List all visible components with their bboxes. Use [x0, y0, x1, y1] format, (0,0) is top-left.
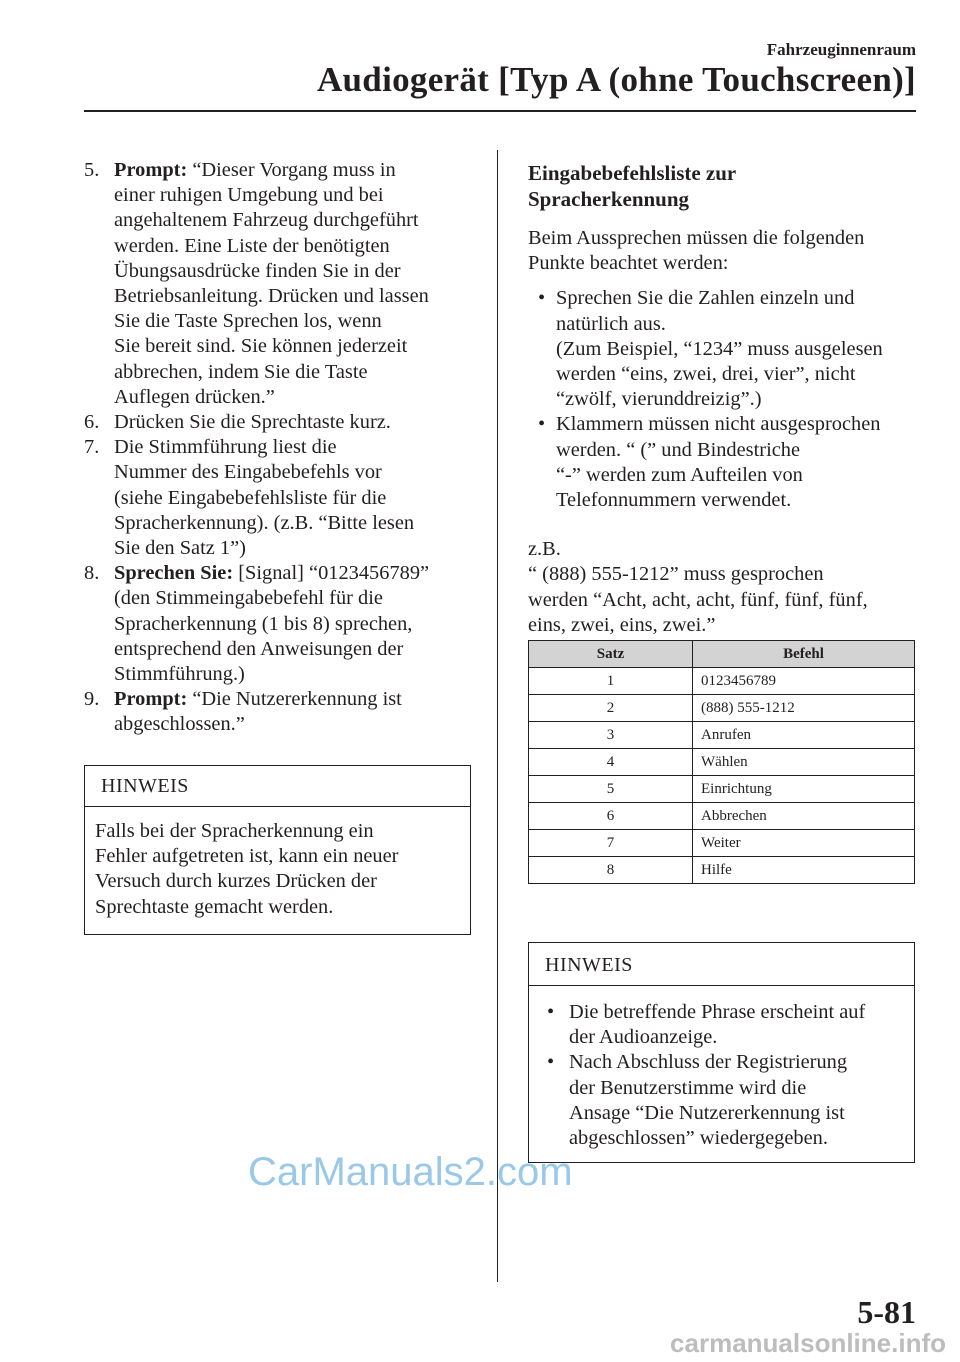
table-cell: 1 [529, 668, 693, 695]
step-text: [Signal] “0123456789” [233, 562, 430, 585]
table-row [529, 695, 915, 722]
step-text: “Die Nutzererkennung ist [187, 688, 402, 711]
step-text: abgeschlossen.” [114, 713, 245, 736]
step-number: 6. [84, 411, 100, 434]
step-text: (den Stimmeingabebefehl für die [114, 587, 383, 610]
section-heading [528, 160, 918, 212]
step-number: 7. [84, 436, 100, 459]
note-text: Fehler aufgetreten ist, kann ein neuer [95, 845, 399, 868]
note-text: Ansage “Die Nutzererkennung ist [569, 1101, 845, 1124]
note-bullet-item [529, 1000, 914, 1050]
table-cell: Wählen [693, 749, 915, 776]
column-header-satz: Satz [529, 641, 693, 668]
note-box-left [84, 765, 471, 935]
table-cell: Anrufen [693, 722, 915, 749]
command-table [528, 640, 915, 884]
example-text: z.B. [528, 538, 561, 561]
step-number: 8. [84, 562, 100, 585]
step-number: 9. [84, 688, 100, 711]
bullet-text: Sprechen Sie die Zahlen einzeln und [556, 287, 855, 310]
step-text: Übungsausdrücke finden Sie in der [114, 259, 401, 282]
table-cell: 3 [529, 722, 693, 749]
table-cell: Hilfe [693, 857, 915, 884]
table-cell: 0123456789 [693, 668, 915, 695]
table-row [529, 803, 915, 830]
example-text: eins, zwei, eins, zwei.” [528, 613, 716, 636]
table-row [529, 776, 915, 803]
note-text: der Benutzerstimme wird die [569, 1076, 807, 1099]
table-row [529, 830, 915, 857]
watermark-top: CarManuals2.com [248, 1150, 573, 1194]
table-cell: (888) 555-1212 [693, 695, 915, 722]
step-9 [84, 687, 472, 737]
step-text: Stimmführung.) [114, 663, 245, 686]
example-text: “ (888) 555-1212” muss gesprochen [528, 563, 824, 586]
bullet-text: “zwölf, vierunddreizig”.) [556, 388, 762, 411]
table-cell: Abbrechen [693, 803, 915, 830]
step-text: Die Stimmführung liest die [114, 436, 337, 459]
bullet-text: natürlich aus. [556, 312, 666, 335]
step-text: “Dieser Vorgang muss in [187, 159, 396, 181]
bullet-text: werden. “ (” und Bindestriche [556, 438, 801, 461]
table-row [529, 668, 915, 695]
step-text: Betriebsanleitung. Drücken und lassen [114, 285, 429, 308]
header-rule [84, 110, 916, 112]
intro-text: Punkte beachtet werden: [528, 252, 729, 275]
step-speak-label: Sprechen Sie: [114, 562, 234, 585]
bullet-item [536, 412, 918, 513]
step-text: Nummer des Eingabebefehls vor [114, 461, 382, 484]
bullet-dot: • [538, 413, 546, 436]
note-text: Sprechtaste gemacht werden. [95, 895, 334, 918]
step-text: (siehe Eingabebefehlsliste für die [114, 486, 387, 509]
bullet-text: werden “eins, zwei, drei, vier”, nicht [556, 363, 856, 386]
table-cell: Weiter [693, 830, 915, 857]
example-text: werden “Acht, acht, acht, fünf, fünf, fünf, [528, 588, 868, 611]
step-prompt-label: Prompt: [114, 688, 188, 711]
bullet-dot: • [547, 1001, 555, 1023]
left-column [84, 158, 472, 738]
table-header-row [529, 641, 915, 668]
table-cell: 4 [529, 749, 693, 776]
table-cell: 8 [529, 857, 693, 884]
note-heading: HINWEIS [85, 766, 470, 807]
table-cell: Einrichtung [693, 776, 915, 803]
step-text: Spracherkennung). (z.B. “Bitte lesen [114, 511, 415, 534]
table-row [529, 749, 915, 776]
page-title: Audiogerät [Typ A (ohne Touchscreen)] [316, 60, 916, 99]
intro-text: Beim Aussprechen müssen die folgenden [528, 227, 865, 249]
note-text: Falls bei der Spracherkennung ein [95, 820, 374, 842]
note-body [85, 807, 470, 920]
step-5 [84, 158, 472, 410]
section-heading-line: Spracherkennung [528, 187, 690, 211]
step-prompt-label: Prompt: [114, 159, 188, 181]
table-row [529, 722, 915, 749]
step-text: Sie die Taste Sprechen los, wenn [114, 310, 382, 333]
note-text: Versuch durch kurzes Drücken der [95, 870, 377, 893]
note-bullet-item [529, 1050, 914, 1151]
bullet-dot: • [547, 1051, 555, 1074]
step-text: Spracherkennung (1 bis 8) sprechen, [114, 612, 413, 635]
step-6 [84, 410, 472, 435]
step-text: Sie bereit sind. Sie können jederzeit [114, 335, 408, 358]
table-cell: 2 [529, 695, 693, 722]
bullet-text: “-” werden zum Aufteilen von [556, 463, 803, 486]
page-number: 5-81 [857, 1294, 916, 1330]
step-text: Sie den Satz 1”) [114, 537, 246, 560]
note-text: abgeschlossen” wiedergegeben. [569, 1127, 828, 1150]
note-text: Nach Abschluss der Registrierung [569, 1051, 848, 1074]
table-cell: 5 [529, 776, 693, 803]
note-body [529, 986, 914, 1151]
note-box-right [528, 942, 915, 1163]
table-row [529, 857, 915, 884]
bullet-text: Telefonnummern verwendet. [556, 489, 792, 512]
bullet-text: (Zum Beispiel, “1234” muss ausgelesen [556, 337, 883, 360]
right-column [528, 160, 918, 638]
table-cell: 7 [529, 830, 693, 857]
note-text: der Audioanzeige. [569, 1026, 718, 1049]
column-divider [497, 150, 498, 1282]
step-text: Auflegen drücken.” [114, 385, 275, 408]
step-text: angehaltenem Fahrzeug durchgeführt [114, 209, 419, 232]
table-cell: 6 [529, 803, 693, 830]
step-text: abbrechen, indem Sie die Taste [114, 360, 368, 383]
step-number: 5. [84, 159, 100, 181]
bullet-item [536, 286, 918, 412]
example-paragraph [528, 537, 918, 638]
intro-paragraph [528, 226, 918, 276]
column-header-befehl: Befehl [693, 641, 915, 668]
watermark-bottom: carmanualsonline.info [670, 1328, 946, 1358]
note-heading: HINWEIS [529, 943, 914, 986]
bullet-list [536, 286, 918, 513]
step-text: werden. Eine Liste der benötigten [114, 234, 390, 257]
step-7 [84, 435, 472, 561]
step-text: entsprechend den Anweisungen der [114, 637, 404, 660]
bullet-dot: • [538, 287, 546, 310]
step-text: Drücken Sie die Sprechtaste kurz. [114, 411, 391, 434]
step-8 [84, 561, 472, 687]
step-text: einer ruhigen Umgebung und bei [114, 184, 384, 207]
section-heading-line: Eingabebefehlsliste zur [528, 161, 737, 185]
bullet-text: Klammern müssen nicht ausgesprochen [556, 413, 881, 436]
header-section: Fahrzeuginnenraum [766, 40, 916, 59]
note-text: Die betreffende Phrase erscheint auf [569, 1001, 866, 1023]
